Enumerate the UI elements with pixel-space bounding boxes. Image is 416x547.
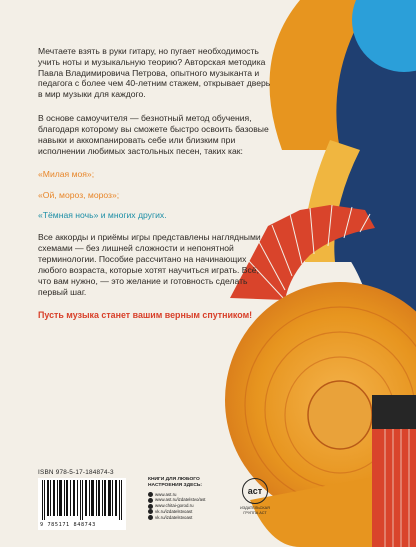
method-paragraph: В основе самоучителя — безнотный метод обучения, благодаря которому вы сможете быстро освоить базовые навыки и аккомпанировать себе или близким при исполнении любимых застольных песен, таких как: xyxy=(38,113,269,156)
globe-icon xyxy=(148,504,153,509)
intro-paragraph: Мечтаете взять в руки гитару, но пугает необходимость учить ноты и музыкальную теорию? Авторская методика Павла Владимировича Петрова, опытного музыканта и педагога с более чем 40-летним стажем, открывает дверь в мир музыки для каждого. xyxy=(38,46,271,100)
barcode-bars xyxy=(42,480,122,520)
promo-link[interactable]: www.ast.ru xyxy=(155,491,177,497)
publisher-logo xyxy=(237,478,273,515)
barcode-digits: 9 785171 848743 xyxy=(40,522,96,528)
song-list-item: «Тёмная ночь» и многих других. xyxy=(38,210,167,221)
closing-line: Пусть музыка станет вашим верным спутником! xyxy=(38,310,253,321)
promo-link[interactable]: vk.ru/izdatelstvoast xyxy=(155,514,193,520)
description-column xyxy=(38,46,273,322)
isbn-text: ISBN 978-5-17-184874-3 xyxy=(38,469,114,476)
promo-link[interactable]: www.chitai-gorod.ru xyxy=(155,503,194,509)
sound-hole xyxy=(308,381,372,449)
song-list-item: «Милая моя»; xyxy=(38,169,95,180)
vk-icon xyxy=(148,515,153,520)
vk-icon xyxy=(148,509,153,514)
promo-link-row xyxy=(148,515,228,521)
globe-icon xyxy=(148,498,153,503)
promo-link[interactable]: vk.ru/izdatelstvoast xyxy=(155,508,193,514)
publisher-mark: аст xyxy=(242,478,268,504)
publisher-caption: ИЗДАТЕЛЬСКАЯ ГРУППА АСТ xyxy=(240,506,270,515)
chords-paragraph: Все аккорды и приёмы игры представлены наглядными схемами — без лишней сложности и непонятной терминологии. Пособие рассчитано на начинающих любого возраста, которые хотят научиться играть. Всё, что вам нужно, — это желание и готовность сделать первый шаг. xyxy=(38,232,261,297)
song-list-item: «Ой, мороз, мороз»; xyxy=(38,189,120,200)
bridge-dark xyxy=(372,395,416,429)
promo-block xyxy=(148,477,228,520)
globe-icon xyxy=(148,492,153,497)
song-list xyxy=(38,169,273,220)
promo-link[interactable]: www.ast.ru/izdatelstvo/ast xyxy=(155,497,206,503)
promo-title: КНИГИ ДЛЯ ЛЮБОГО НАСТРОЕНИЯ ЗДЕСЬ: xyxy=(148,477,203,489)
